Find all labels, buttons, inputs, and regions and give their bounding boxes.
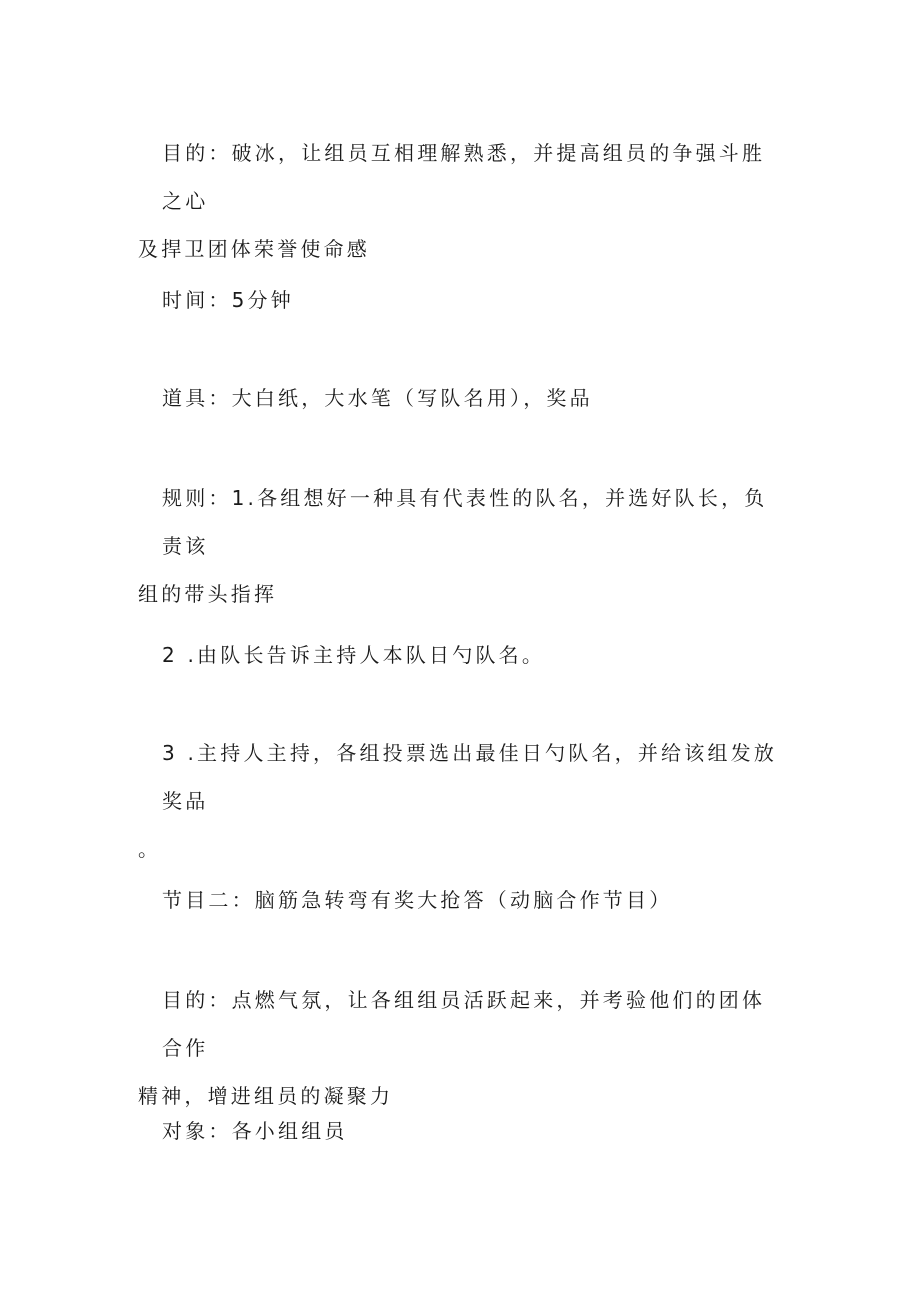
paragraph-target: [138, 1107, 802, 1155]
text-line: 。: [138, 837, 162, 861]
text-line: 2 .由队长告诉主持人本队日勺队名。: [162, 643, 546, 667]
paragraph-props: [138, 374, 802, 422]
paragraph-purpose-2: [138, 976, 778, 1120]
paragraph-rule-3: [138, 729, 778, 873]
text-line: 对象：各小组组员: [162, 1119, 348, 1143]
text-line: 精神，增进组员的凝聚力: [138, 1084, 394, 1108]
text-line: 及捍卫团体荣誉使命感: [138, 237, 370, 261]
paragraph-rule-2: [138, 631, 802, 679]
text-line: 目的：点燃气氛，让各组组员活跃起来，并考验他们的团体合作: [162, 988, 766, 1060]
text-line: 时间：5分钟: [162, 288, 294, 312]
paragraph-rules: [138, 474, 778, 618]
text-line: 3 .主持人主持，各组投票选出最佳日勺队名，并给该组发放奖品: [162, 741, 778, 813]
text-line: 节目二：脑筋急转弯有奖大抢答（动脑合作节目）: [162, 888, 673, 912]
text-line: 规则：1.各组想好一种具有代表性的队名，并选好队长，负责该: [162, 486, 768, 558]
paragraph-program-2: [138, 876, 802, 924]
paragraph-purpose-1: [138, 129, 778, 273]
text-line: 目的：破冰，让组员互相理解熟悉，并提高组员的争强斗胜之心: [162, 141, 766, 213]
text-line: 道具：大白纸，大水笔（写队名用），奖品: [162, 386, 593, 410]
paragraph-time: [138, 276, 802, 324]
text-line: 组的带头指挥: [138, 582, 278, 606]
